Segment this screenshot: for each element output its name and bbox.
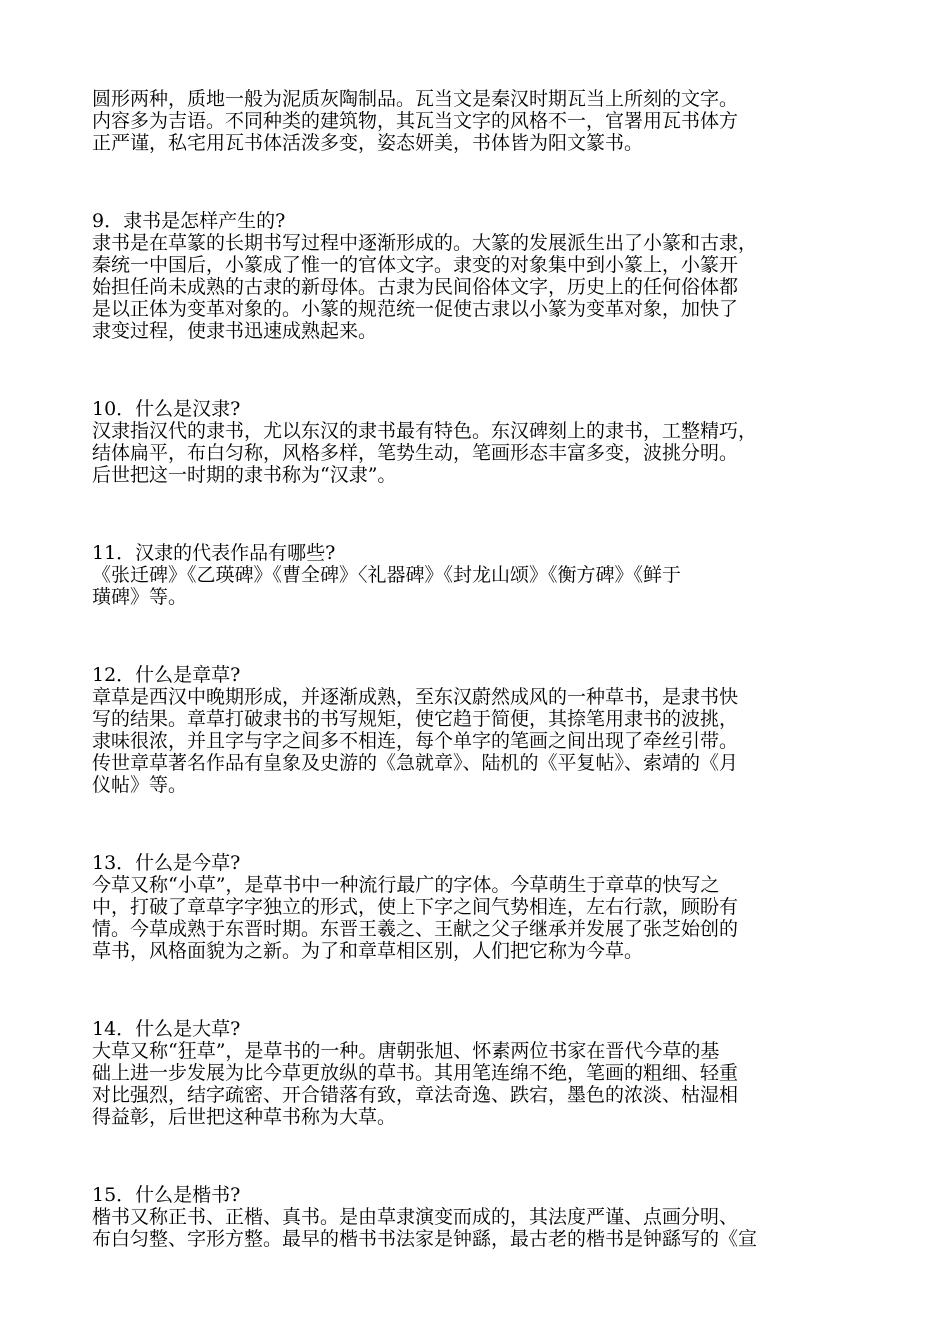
qa-section-9 bbox=[92, 210, 862, 342]
answer-paragraph: 《张迁碑》《乙瑛碑》《曹全碑》〈礼器碑》《封龙山颂》《衡方碑》《鲜于 璜碑》等。 bbox=[92, 564, 682, 608]
answer-paragraph: 大草又称“狂草”，是草书的一种。唐朝张旭、怀素两位书家在晋代今草的基 础上进一步发展为比今草更放纵的草书。其用笔连绵不绝，笔画的粗细、轻重 对比强烈，结字疏密、开合错落有致，章法奇逸、跌宕，墨色的浓淡、枯湿相 得益彰，后世把这种草书称为大草。 bbox=[92, 1040, 739, 1128]
question-heading: 15．什么是楷书? bbox=[92, 1184, 241, 1206]
section-gap bbox=[92, 796, 862, 852]
question-heading: 11．汉隶的代表作品有哪些? bbox=[92, 542, 336, 564]
qa-section-14 bbox=[92, 1018, 862, 1128]
answer-paragraph: 今草又称“小草”，是草书中一种流行最广的字体。今草萌生于章草的快写之 中，打破了章草字字独立的形式，使上下字之间气势相连，左右行款，顾盼有 情。今草成熟于东晋时期。东晋王羲之、王献之父子继承并发展了张芝始创的 草书，风格面貌为之新。为了和章草相区别，人们把它称为今草。 bbox=[92, 874, 739, 962]
question-heading: 12．什么是章草? bbox=[92, 664, 241, 686]
answer-paragraph: 隶书是在草篆的长期书写过程中逐渐形成的。大篆的发展派生出了小篆和古隶， 秦统一中国后，小篆成了惟一的官体文字。隶变的对象集中到小篆上，小篆开 始担任尚未成熟的古隶的新母体。古隶为民间俗体文字，历史上的任何俗体都 是以正体为变革对象的。小篆的规范统一促使古隶以小篆为变革对象，加快了 隶变过程，使隶书迅速成熟起来。 bbox=[92, 232, 758, 342]
section-gap bbox=[92, 962, 862, 1018]
qa-section-11 bbox=[92, 542, 862, 608]
answer-paragraph: 汉隶指汉代的隶书，尤以东汉的隶书最有特色。东汉碑刻上的隶书，工整精巧， 结体扁平，布白匀称，风格多样，笔势生动，笔画形态丰富多变，波挑分明。 后世把这一时期的隶书称为“汉隶”。 bbox=[92, 420, 758, 486]
section-gap bbox=[92, 1128, 862, 1184]
answer-paragraph: 楷书又称正书、正楷、真书。是由草隶演变而成的，其法度严谨、点画分明、 布白匀整、字形方整。最早的楷书书法家是钟繇，最古老的楷书是钟繇写的《宣 bbox=[92, 1206, 758, 1250]
qa-section-10 bbox=[92, 398, 862, 486]
question-heading: 14．什么是大草? bbox=[92, 1018, 241, 1040]
section-gap bbox=[92, 608, 862, 664]
answer-paragraph: 章草是西汉中晚期形成，并逐渐成熟，至东汉蔚然成风的一种草书，是隶书快 写的结果。章草打破隶书的书写规矩，使它趋于简便，其捺笔用隶书的波挑， 隶味很浓，并且字与字之间多不相连，每个单字的笔画之间出现了牵丝引带。 传世章草著名作品有皇象及史游的《急就章》、陆机的《平复帖》、索靖的《月 仪帖》等。 bbox=[92, 686, 739, 796]
question-heading: 13．什么是今草? bbox=[92, 852, 241, 874]
section-gap bbox=[92, 154, 862, 210]
qa-section-12 bbox=[92, 664, 862, 796]
section-gap bbox=[92, 342, 862, 398]
intro-paragraph: 圆形两种，质地一般为泥质灰陶制品。瓦当文是秦汉时期瓦当上所刻的文字。 内容多为吉语。不同种类的建筑物，其瓦当文字的风格不一，官署用瓦书体方 正严谨，私宅用瓦书体活泼多变，姿态妍美，书体皆为阳文篆书。 bbox=[92, 88, 739, 154]
question-heading: 9．隶书是怎样产生的? bbox=[92, 210, 286, 232]
qa-section-15 bbox=[92, 1184, 862, 1250]
document-page bbox=[92, 88, 862, 1250]
question-heading: 10．什么是汉隶? bbox=[92, 398, 241, 420]
qa-section-13 bbox=[92, 852, 862, 962]
section-gap bbox=[92, 486, 862, 542]
